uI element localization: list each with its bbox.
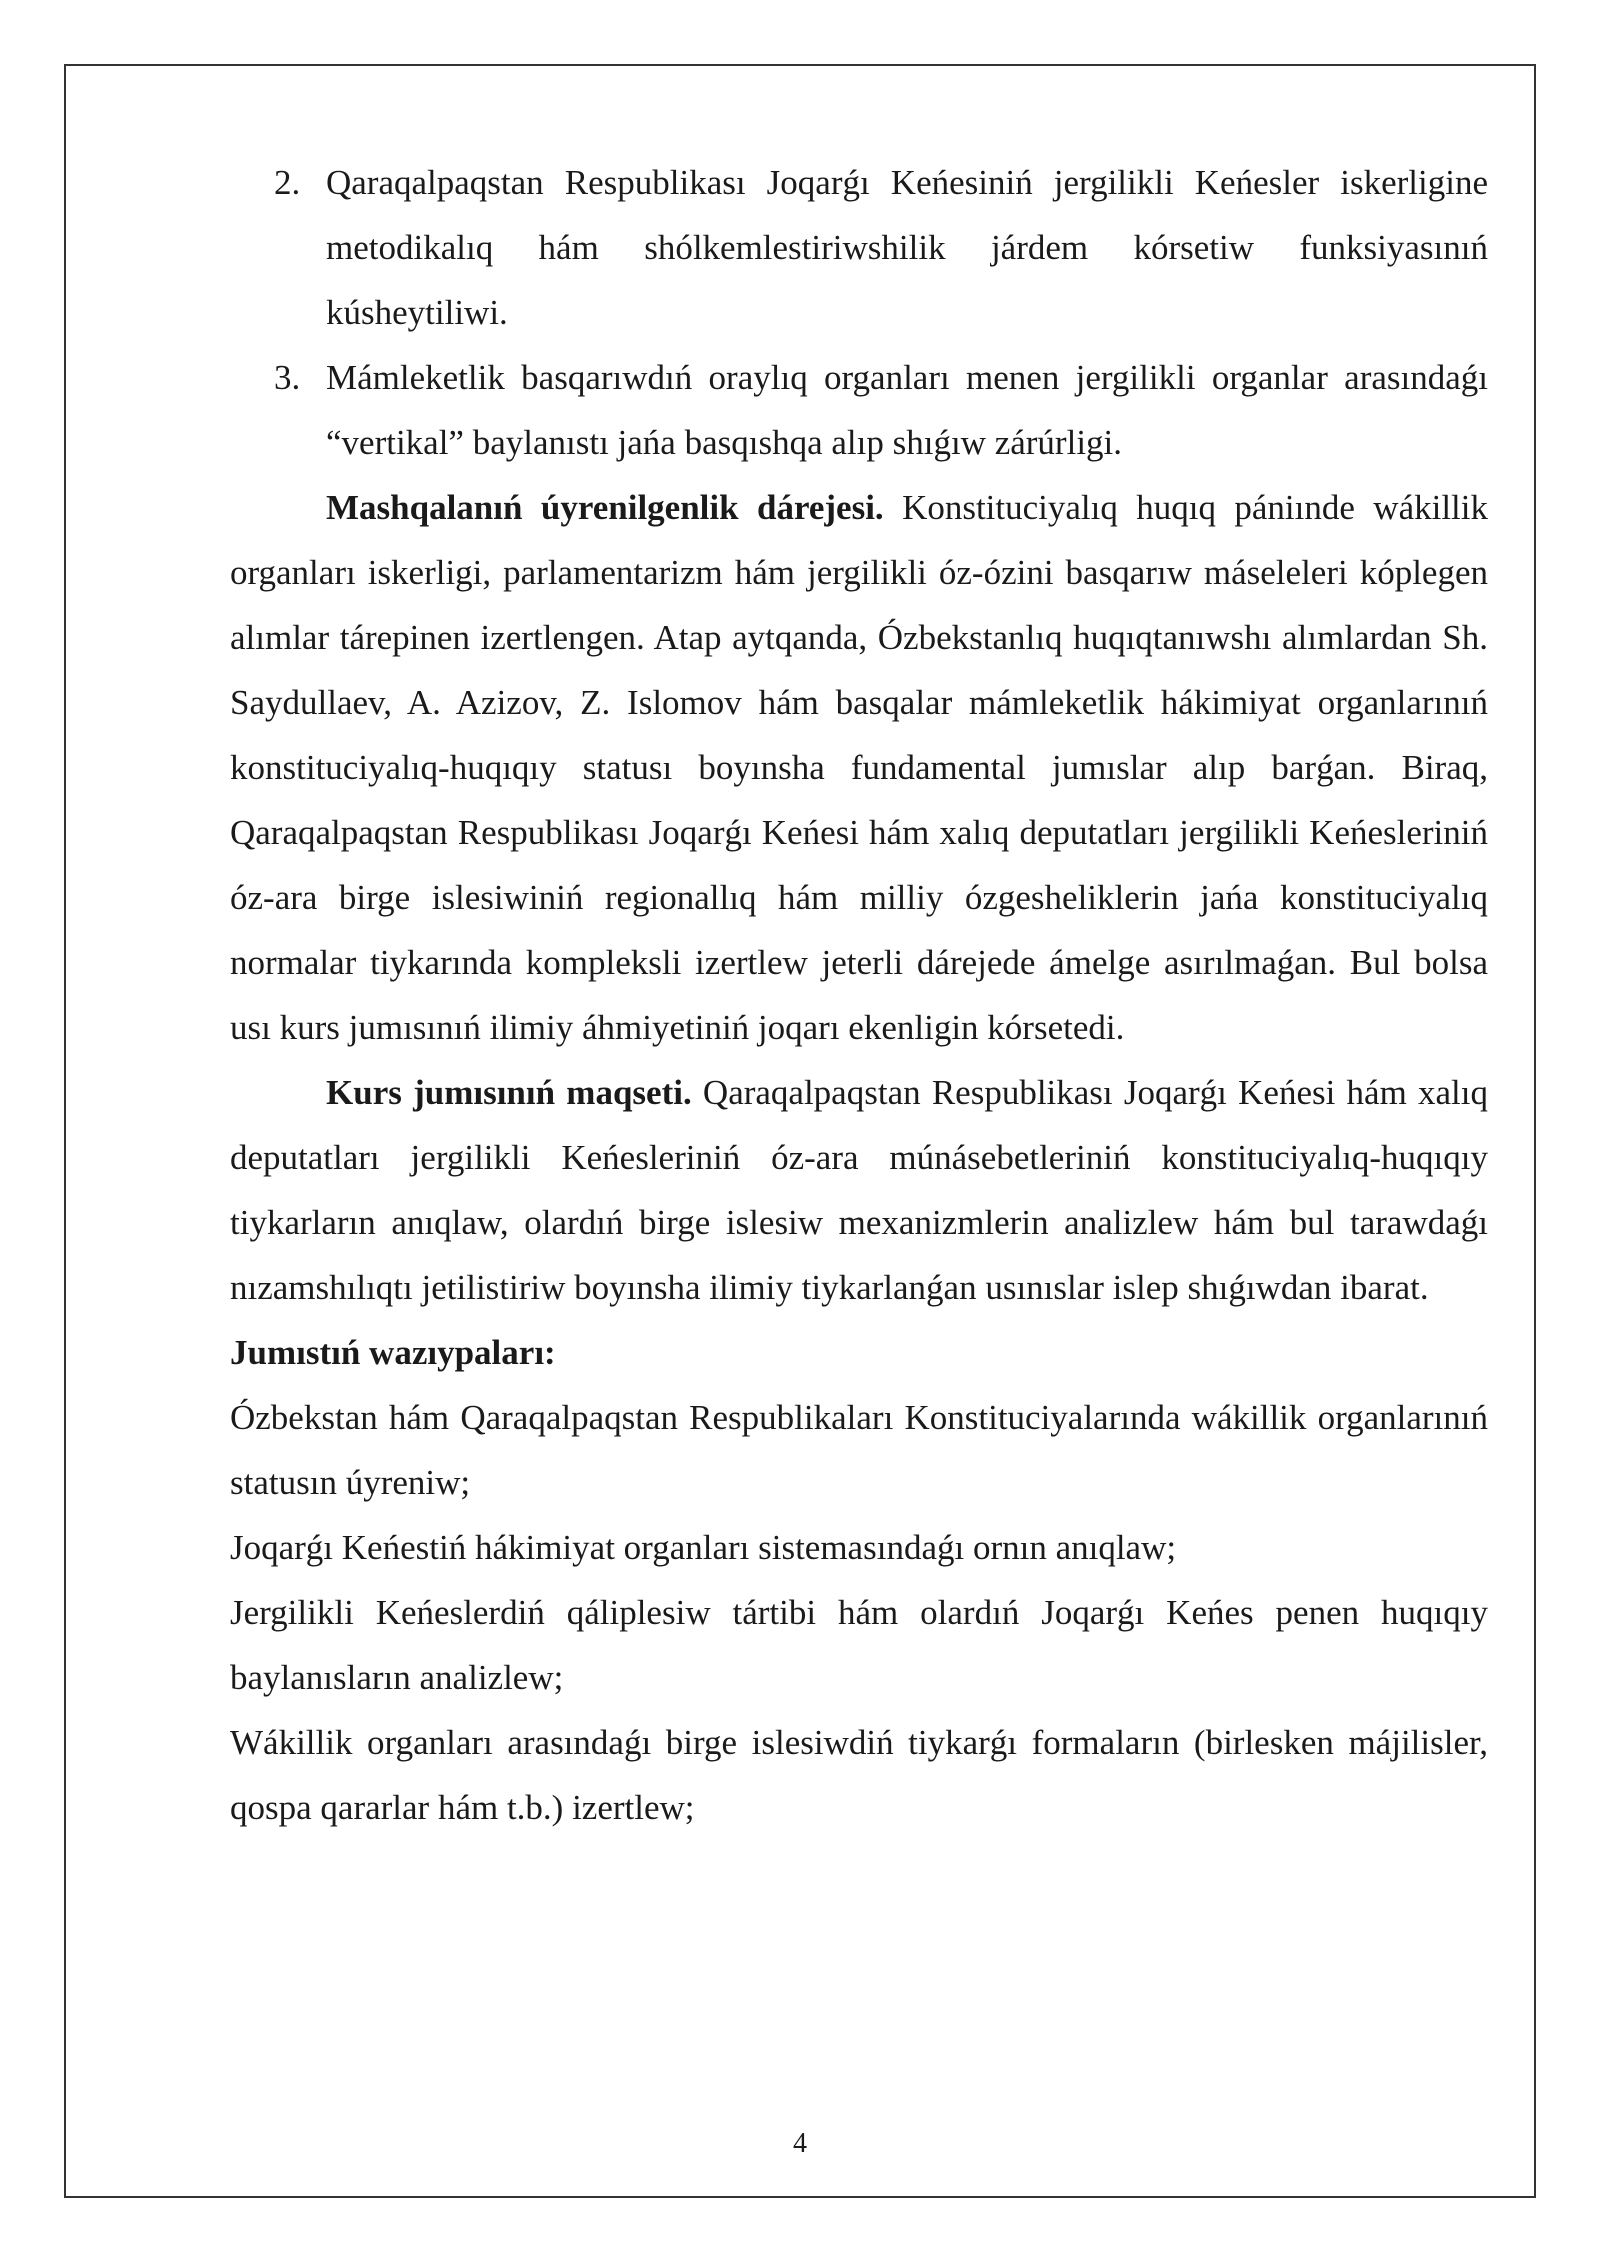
goal-text: Qaraqalpaqstan Respublikası Joqarǵı Keńesi hám xalıq deputatları jergilikli Keńesleriniń óz-ara múnásebetleriniń konstituciyalıq-huqıqıy tiykarların anıqlaw, olardıń birge islesiw mexanizmlerin analizlew hám bul tarawdaǵı nızamshılıqtı jetilistiriw boyınsha ilimiy tiykarlanǵan usınıslar islep shıǵıwdan ibarat. (230, 1073, 1489, 1307)
list-item-text: Mámleketlik basqarıwdıń oraylıq organları menen jergilikli organlar arasındaǵı “vertikal” baylanıstı jańa basqıshqa alıp shıǵıw zárúrligi. (326, 358, 1488, 462)
document-body (230, 150, 1488, 1840)
study-level-text: Konstituciyalıq huqıq pániınde wákillik organları iskerligi, parlamentarizm hám jergilikli óz-ózini basqarıw máseleleri kóplegen alımlar tárepinen izertlengen. Atap aytqanda, Ózbekstanlıq huqıqtanıwshı alımlardan Sh. Saydullaev, A. Azizov, Z. Islomov hám basqalar mámleketlik hákimiyat organlarınıń konstituciyalıq-huqıqıy statusı boyınsha fundamental jumıslar alıp barǵan. Biraq, Qaraqalpaqstan Respublikası Joqarǵı Keńesi hám xalıq deputatları jergilikli Keńesleriniń óz-ara birge islesiwiniń regionallıq hám milliy ózgesheliklerin jańa konstituciyalıq normalar tiykarında kompleksli izertlew jeterli dárejede ámelge asırılmaǵan. Bul bolsa usı kurs jumısınıń ilimiy áhmiyetiniń joqarı ekenligin kórsetedi. (230, 488, 1488, 1047)
goal-heading: Kurs jumısınıń maqseti. (326, 1073, 692, 1112)
tasks-heading: Jumıstıń wazıypaları: (230, 1333, 556, 1372)
study-level-heading: Mashqalanıń úyrenilgenlik dárejesi. (326, 488, 884, 527)
list-item (230, 150, 1488, 345)
list-item-number: 2. (274, 163, 301, 202)
task-item: Joqarǵı Keńestiń hákimiyat organları sistemasındaǵı ornın anıqlaw; (230, 1528, 1177, 1567)
task-item: Wákillik organları arasındaǵı birge islesiwdiń tiykarǵı formaların (birlesken májilisler, qospa qararlar hám t.b.) izertlew; (230, 1723, 1488, 1827)
list-item (230, 345, 1488, 475)
list-item-text: Qaraqalpaqstan Respublikası Joqarǵı Keńesiniń jergilikli Keńesler iskerligine metodikalıq hám shólkemlestiriwshilik járdem kórsetiw funksiyasınıń kúsheytiliwi. (326, 163, 1488, 332)
task-item: Jergilikli Keńeslerdiń qáliplesiw tártibi hám olardıń Joqarǵı Keńes penen huqıqıy baylanısların analizlew; (230, 1593, 1488, 1697)
list-item-number: 3. (274, 358, 301, 397)
numbered-list (230, 150, 1488, 475)
page-number: 4 (793, 2128, 807, 2159)
task-item: Ózbekstan hám Qaraqalpaqstan Respublikaları Konstituciyalarında wákillik organlarınıń statusın úyreniw; (230, 1398, 1488, 1502)
study-level-paragraph (230, 475, 1488, 1060)
goal-paragraph (230, 1060, 1488, 1320)
